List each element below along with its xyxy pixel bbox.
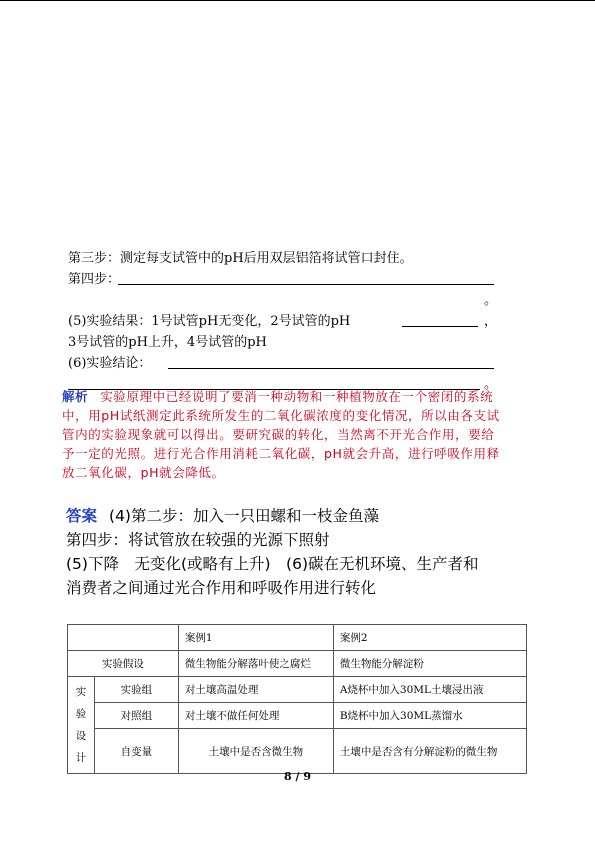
question-block bbox=[68, 248, 508, 395]
result-line-2 bbox=[68, 332, 508, 353]
design-char: 验 bbox=[75, 708, 87, 720]
table-cell: 对照组 bbox=[95, 703, 179, 729]
table-row bbox=[68, 677, 527, 703]
analysis-text: 实验原理中已经说明了要消一种动物和一种植物放在一个密闭的系统中，用pH试纸测定此系统所发生的二氧化碳浓度的变化情况，所以由各支试管内的实验现象就可以得出。要研究碳的转化，当然离不开光合作用，要给予一定的光照。进行光合作用消耗二氧化碳，pH就会升高，进行呼吸作用释放二氧化碳，pH就会降低。 bbox=[62, 389, 500, 480]
table-cell: 微生物能分解落叶使之腐烂 bbox=[178, 651, 333, 677]
result-line-1 bbox=[68, 311, 508, 332]
step4-line bbox=[68, 269, 508, 290]
table-cell: 土壤中是否含有分解淀粉的微生物 bbox=[333, 729, 526, 774]
conclusion-line bbox=[68, 353, 508, 374]
answer-line-1 bbox=[66, 504, 506, 528]
answer-tag: 答案 bbox=[66, 507, 98, 525]
analysis-paragraph bbox=[62, 387, 502, 482]
table-cell: 对土壤高温处理 bbox=[178, 677, 333, 703]
hypothesis-label: 实验假设 bbox=[68, 651, 179, 677]
case-table bbox=[67, 624, 527, 774]
table-header-cell bbox=[68, 625, 179, 651]
table-cell: 对土壤不做任何处理 bbox=[178, 703, 333, 729]
table-cell: 自变量 bbox=[95, 729, 179, 774]
step4-blank bbox=[118, 284, 494, 285]
answer-line-3: (5)下降 无变化(或略有上升) (6)碳在无机环境、生产者和 bbox=[66, 555, 479, 573]
answer-line-4: 消费者之间通过光合作用和呼吸作用进行转化 bbox=[66, 579, 377, 597]
answer-text-1: (4)第二步：加入一只田螺和一枝金鱼藻 bbox=[109, 507, 379, 525]
result-blank-1 bbox=[402, 326, 478, 327]
table-cell: 微生物能分解淀粉 bbox=[333, 651, 526, 677]
step4-end-line bbox=[68, 290, 508, 311]
design-char: 设 bbox=[75, 730, 87, 742]
result-text-1: (5)实验结果：1号试管pH无变化，2号试管的pH bbox=[68, 314, 351, 329]
result-comma: ， bbox=[484, 314, 498, 329]
result-text-2: 3号试管的pH上升，4号试管的pH bbox=[68, 335, 267, 350]
answer-block bbox=[66, 504, 506, 600]
table-header-cell: 案例2 bbox=[333, 625, 526, 651]
end-mark-2: 。 bbox=[484, 377, 498, 392]
table-row bbox=[68, 651, 527, 677]
table-row bbox=[68, 729, 527, 774]
table-header-cell: 案例1 bbox=[178, 625, 333, 651]
table-cell: 土壤中是否含微生物 bbox=[178, 729, 333, 774]
step3-line: 第三步：测定每支试管中的pH后用双层铝箔将试管口封住。 bbox=[68, 251, 413, 266]
table-cell: B烧杯中加入30ML蒸馏水 bbox=[333, 703, 526, 729]
table-row bbox=[68, 703, 527, 729]
page-number: 8 / 9 bbox=[284, 770, 311, 783]
conclusion-blank bbox=[168, 368, 494, 369]
design-label bbox=[68, 677, 95, 774]
conclusion-label: (6)实验结论： bbox=[68, 356, 152, 371]
design-char: 计 bbox=[75, 752, 87, 764]
design-char: 实 bbox=[75, 686, 87, 698]
top-rule bbox=[0, 0, 595, 1]
step4-label: 第四步： bbox=[68, 272, 121, 287]
analysis-tag: 解析 bbox=[62, 389, 89, 404]
table-header-row bbox=[68, 625, 527, 651]
table-cell: A烧杯中加入30ML土壤浸出液 bbox=[333, 677, 526, 703]
end-mark: 。 bbox=[484, 293, 498, 308]
answer-line-2: 第四步：将试管放在较强的光源下照射 bbox=[66, 531, 330, 549]
table-cell: 实验组 bbox=[95, 677, 179, 703]
